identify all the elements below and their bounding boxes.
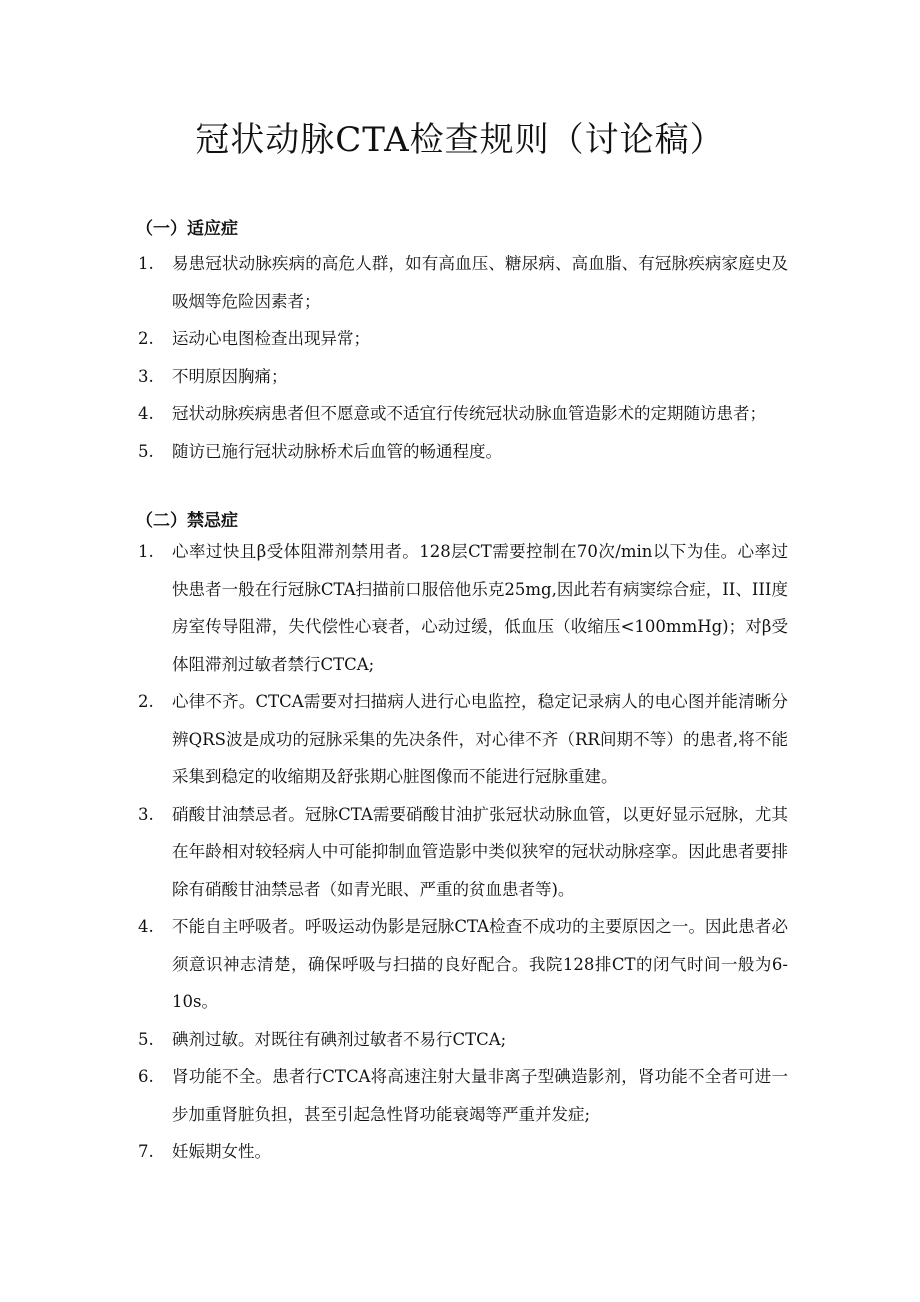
list-item-text: 硝酸甘油禁忌者。冠脉CTA需要硝酸甘油扩张冠状动脉血管，以更好显示冠脉，尤其在年龄相对较轻病人中可能抑制血管造影中类似狭窄的冠状动脉痉挛。因此患者要排除有硝酸甘油禁忌者（如青光眼、严重的贫血患者等)。 (172, 804, 788, 899)
section-heading-contraindications: （二）禁忌症 (136, 511, 238, 531)
list-item (138, 1021, 788, 1059)
list-item (138, 320, 788, 358)
list-item-text: 运动心电图检查出现异常； (172, 329, 370, 348)
indications-list (138, 245, 788, 470)
list-item-text: 心律不齐。CTCA需要对扫描病人进行心电监控，稳定记录病人的电心图并能清晰分辨QRS波是成功的冠脉采集的先决条件，对心律不齐（RR间期不等）的患者,将不能采集到稳定的收缩期及舒张期心脏图像而不能进行冠脉重建。 (172, 692, 788, 786)
list-item (138, 433, 788, 471)
list-item-text: 易患冠状动脉疾病的高危人群，如有高血压、糖尿病、高血脂、有冠脉疾病家庭史及吸烟等危险因素者； (172, 254, 788, 311)
list-item-number: 6. (138, 1067, 154, 1086)
list-item-number: 5. (138, 441, 154, 461)
list-item-number: 2. (138, 329, 154, 348)
list-item-text: 不明原因胸痛； (172, 366, 288, 386)
list-item-text: 妊娠期女性。 (172, 1142, 271, 1161)
list-item-text: 不能自主呼吸者。呼吸运动伪影是冠脉CTA检查不成功的主要原因之一。因此患者必须意识神志清楚，确保呼吸与扫描的良好配合。我院128排CT的闭气时间一般为6-10s。 (172, 917, 788, 1011)
list-item-number: 3. (138, 366, 154, 386)
list-item-number: 4. (138, 404, 154, 423)
list-item (138, 395, 788, 433)
list-item (138, 908, 788, 1021)
list-item-text: 随访已施行冠状动脉桥术后血管的畅通程度。 (172, 441, 502, 461)
list-item (138, 1058, 788, 1133)
contraindications-list (138, 533, 788, 1171)
list-item-text: 冠状动脉疾病患者但不愿意或不适宜行传统冠状动脉血管造影术的定期随访患者； (172, 404, 766, 423)
list-item-number: 7. (138, 1142, 154, 1161)
list-item (138, 358, 788, 396)
list-item (138, 245, 788, 320)
list-item-text: 肾功能不全。患者行CTCA将高速注射大量非离子型碘造影剂，肾功能不全者可进一步加重肾脏负担，甚至引起急性肾功能衰竭等严重并发症; (172, 1067, 788, 1124)
list-item-number: 2. (138, 692, 154, 711)
list-item (138, 1133, 788, 1171)
section-heading-indications: （一）适应症 (136, 219, 238, 239)
list-item-text: 心率过快且β受体阻滞剂禁用者。128层CT需要控制在70次/min以下为佳。心率过快患者一般在行冠脉CTA扫描前口服倍他乐克25mg,因此若有病窦综合症，II、III度房室传导阻滞，失代偿性心衰者，心动过缓，低血压（收缩压<100mmHg)；对β受体阻滞剂过敏者禁行CTCA; (172, 542, 788, 674)
list-item (138, 533, 788, 683)
list-item (138, 796, 788, 909)
page-title: 冠状动脉CTA检查规则（讨论稿） (195, 120, 725, 160)
list-item-text: 碘剂过敏。对既往有碘剂过敏者不易行CTCA; (172, 1029, 507, 1049)
list-item-number: 3. (138, 804, 154, 824)
list-item (138, 683, 788, 796)
list-item-number: 1. (138, 542, 154, 561)
list-item-number: 4. (138, 917, 154, 936)
list-item-number: 5. (138, 1029, 154, 1049)
list-item-number: 1. (138, 254, 154, 273)
